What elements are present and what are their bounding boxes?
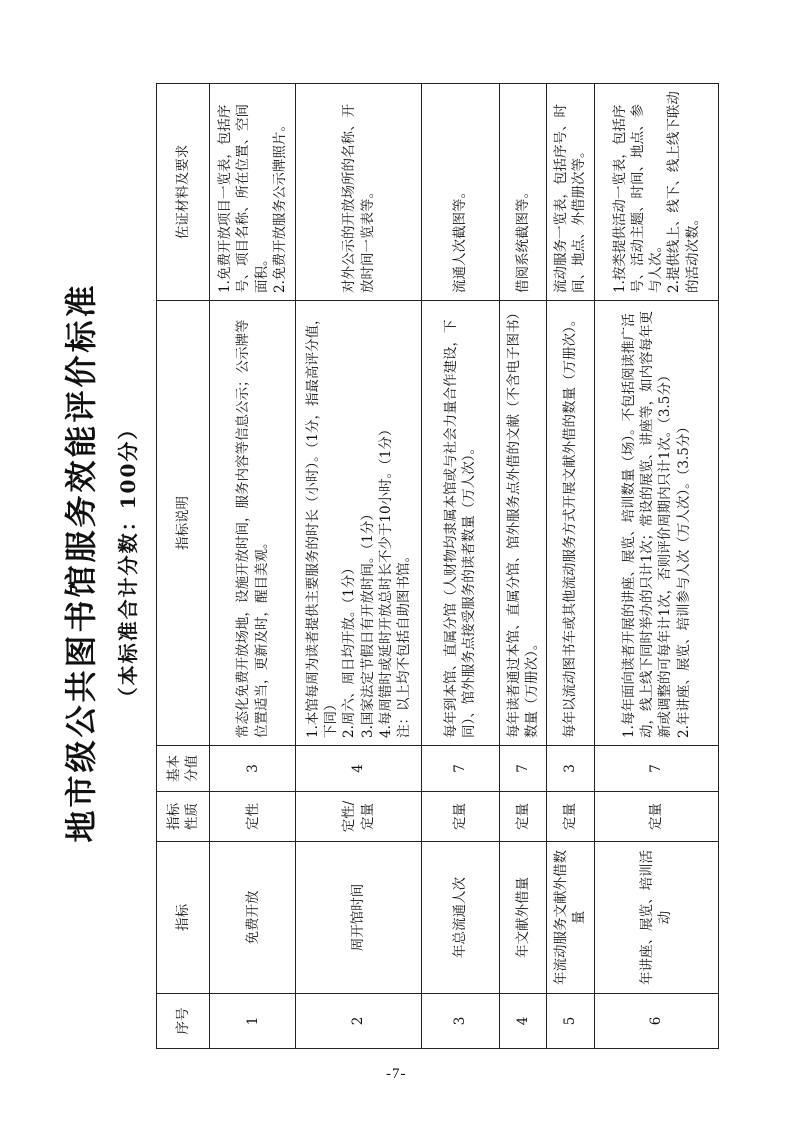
- row-evidence: [421, 84, 499, 301]
- row-indicator: 免费开放: [210, 842, 296, 994]
- row-desc: [210, 301, 296, 746]
- table-row: [210, 84, 296, 1049]
- row-evidence: [210, 84, 296, 301]
- page-number: -7-: [386, 1066, 407, 1082]
- desc-line: 3.国家法定节假日有开放时间。（1分）: [359, 507, 376, 738]
- row-desc: [296, 301, 422, 746]
- row-score: 4: [296, 746, 422, 792]
- row-indicator: 年文献外借量: [499, 842, 547, 994]
- desc-line: 每年读者通过本馆、直属分馆、馆外服务点外借的文献（不含电子图书）数量（万册次）。: [505, 312, 540, 738]
- row-nature: 定量: [421, 792, 499, 842]
- row-desc: [547, 301, 595, 746]
- desc-line: 1.每年面向读者开展的讲座、展览、培训数量（场）。不包括阅读推广活动，线上线下同时举办的只计1次；常设的展览、讲座等，如内容每年更新或调整的可每年计1次，否则评价周期内只计1次。（3.5分）: [620, 310, 674, 738]
- evidence-line: 1.免费开放项目一览表，包括序号、项目名称、所在位置、空间面积。: [217, 104, 270, 293]
- header-score: 基本分值: [157, 746, 210, 792]
- desc-line: 2.年讲座、展览、培训参与人次（万人次）。（3.5分）: [675, 420, 692, 738]
- row-evidence: [594, 84, 718, 301]
- header-desc: 指标说明: [157, 301, 210, 746]
- row-seq: 6: [594, 994, 718, 1049]
- row-score: 7: [594, 746, 718, 792]
- evidence-line: 借阅系统截图等。: [514, 185, 531, 293]
- evidence-line: 1.按类提供活动一览表，包括序号、活动主题、时间、地点、参与人次。: [611, 104, 665, 293]
- row-seq: 2: [296, 994, 422, 1049]
- row-evidence: [499, 84, 547, 301]
- page-title: 地市级公共图书馆服务效能评价标准: [62, 282, 100, 843]
- header-evidence: 佐证材料及要求: [157, 84, 210, 301]
- table-body: [210, 84, 719, 1049]
- evidence-line: 流通人次截图等。: [452, 185, 469, 293]
- row-indicator: 年讲座、展览、培训活动: [594, 842, 718, 994]
- header-nature: 指标性质: [157, 792, 210, 842]
- table-header-row: [157, 84, 210, 1049]
- desc-line: 注：以上均不包括自助图书馆。: [396, 549, 413, 738]
- evidence-line: 对外公示的开放场所的名称、开放时间一览表等。: [341, 104, 376, 293]
- evidence-line: 2.免费开放服务公示牌照片。: [271, 118, 288, 293]
- header-indicator: 指标: [157, 842, 210, 994]
- row-indicator: 年总流通人次: [421, 842, 499, 994]
- row-seq: 3: [421, 994, 499, 1049]
- table-row: [547, 84, 595, 1049]
- row-seq: 4: [499, 994, 547, 1049]
- row-desc: [594, 301, 718, 746]
- evaluation-table: [156, 83, 719, 1049]
- row-score: 7: [421, 746, 499, 792]
- row-score: 7: [499, 746, 547, 792]
- row-desc: [421, 301, 499, 746]
- evidence-line: 2.提供线上、线下、线上线下联动的活动次数。: [666, 91, 701, 293]
- row-evidence: [547, 84, 595, 301]
- row-nature: 定量: [499, 792, 547, 842]
- table-row: [296, 84, 422, 1049]
- table-row: [594, 84, 718, 1049]
- desc-line: 4.每周错时或延时开放总时长不少于10小时。（1分）: [377, 422, 394, 738]
- desc-line: 每年以流动图书车或其他流动服务方式开展文献外借的数量（万册次）。: [562, 312, 579, 738]
- row-seq: 1: [210, 994, 296, 1049]
- row-desc: [499, 301, 547, 746]
- page-subtitle: （本标准合计分数：100分）: [116, 417, 140, 708]
- row-evidence: [296, 84, 422, 301]
- row-indicator: 周开馆时间: [296, 842, 422, 994]
- row-nature: 定性: [210, 792, 296, 842]
- desc-line: 1.本馆每周为读者提供主要服务的时长（小时）。（1分，指最高评分值，下同）: [304, 311, 340, 738]
- desc-line: 2.周六、周日均开放。（1分）: [341, 561, 358, 738]
- table-row: [499, 84, 547, 1049]
- desc-line: 每年到本馆、直属分馆（人财物均隶属本馆或与社会力量合作建设，下同）、馆外服务点接受服务的读者数量（万人次）。: [443, 319, 478, 738]
- row-seq: 5: [547, 994, 595, 1049]
- header-seq: 序号: [157, 994, 210, 1049]
- row-nature: 定量: [547, 792, 595, 842]
- row-score: 3: [210, 746, 296, 792]
- table-row: [421, 84, 499, 1049]
- row-nature: 定量: [594, 792, 718, 842]
- row-nature: 定性/定量: [296, 792, 422, 842]
- row-score: 3: [547, 746, 595, 792]
- evidence-line: 流动服务一览表，包括序号、时间、地点、外借册次等。: [553, 104, 588, 293]
- row-indicator: 年流动服务文献外借数量: [547, 842, 595, 994]
- desc-line: 常态化免费开放场地，设施开放时间，服务内容等信息公示；公示牌等位置适当，更新及时，醒目美观。: [235, 319, 270, 738]
